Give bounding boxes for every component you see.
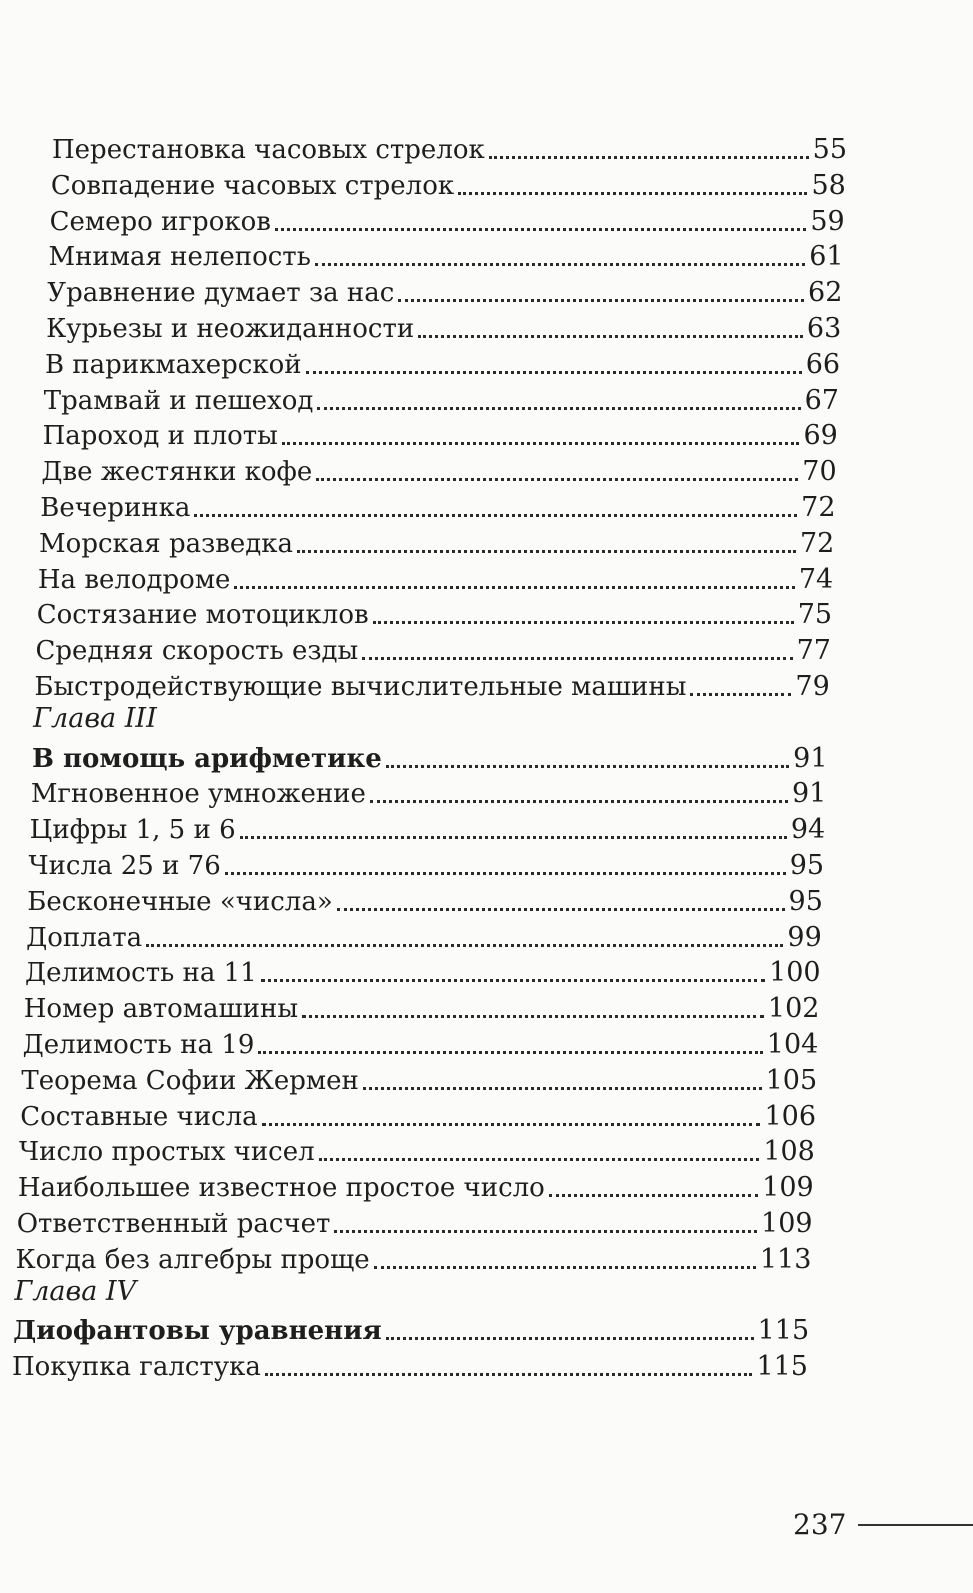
toc-entry <box>25 953 821 989</box>
toc-entry-page: 63 <box>806 313 842 344</box>
dot-leader <box>315 263 805 266</box>
dot-leader <box>334 1230 757 1233</box>
dot-leader <box>489 156 809 159</box>
toc-entry <box>20 1097 816 1133</box>
dot-leader <box>363 1087 762 1090</box>
dot-leader <box>370 800 788 803</box>
toc-entry <box>45 345 840 381</box>
toc-entry <box>12 1347 808 1383</box>
toc-entry-title: Ответственный расчет <box>16 1209 331 1239</box>
toc-entry-page: 69 <box>803 420 838 452</box>
toc-entry <box>39 524 834 560</box>
toc-entry-title: Мгновенное умножение <box>30 779 366 810</box>
toc-entry <box>52 130 847 166</box>
toc-entry-page: 67 <box>804 384 839 416</box>
page-number: 237 <box>793 1508 847 1541</box>
toc-entry <box>47 273 842 309</box>
dot-leader <box>258 1051 762 1054</box>
dot-leader <box>297 550 796 553</box>
toc-entry-title: На велодроме <box>37 564 231 595</box>
toc-entry <box>50 202 845 238</box>
dot-leader <box>690 693 791 696</box>
toc-entry-page: 100 <box>769 957 821 989</box>
toc-entry <box>24 989 820 1025</box>
toc-entry <box>43 416 838 452</box>
toc-entry-page: 61 <box>809 241 844 273</box>
toc-entry <box>36 631 831 667</box>
toc-entry-page: 99 <box>787 921 822 953</box>
toc-entry <box>48 237 843 273</box>
toc-entry-page: 74 <box>798 563 834 595</box>
toc-entry-page: 113 <box>759 1243 812 1275</box>
toc-entry-title: Вечеринка <box>40 493 191 523</box>
toc-entry <box>26 918 822 954</box>
toc-entry-title: Когда без алгебры проще <box>15 1244 370 1275</box>
toc-entry <box>28 846 824 882</box>
toc-entry-page: 105 <box>765 1064 818 1096</box>
toc-section-entry <box>13 1311 809 1347</box>
toc-entry <box>18 1168 814 1204</box>
toc-entry-title: Состязание мотоциклов <box>36 600 369 631</box>
toc-entry <box>23 1025 819 1061</box>
dot-leader <box>316 478 798 481</box>
dot-leader <box>386 765 789 768</box>
toc-entry-page: 55 <box>812 134 847 165</box>
toc-entry-title: Пароход и плоты <box>42 421 278 452</box>
toc-entry-page: 59 <box>810 205 845 237</box>
toc-entry <box>19 1132 815 1168</box>
toc-entry-title: Бесконечные «числа» <box>27 886 333 917</box>
toc-entry-title: Трамвай и пешеход <box>43 385 314 416</box>
toc-entry <box>17 1204 813 1240</box>
toc-entry-page: 109 <box>761 1208 813 1239</box>
toc-entry-page: 108 <box>763 1136 815 1168</box>
toc-entry-title: Семеро игроков <box>49 206 271 237</box>
toc-entry <box>27 882 823 918</box>
dot-leader <box>146 944 783 947</box>
toc-entry-page: 94 <box>790 814 826 846</box>
toc-entry-page: 77 <box>796 635 831 667</box>
chapter-heading: Глава III <box>33 702 157 734</box>
toc-entry-page: 75 <box>797 599 833 631</box>
dot-leader <box>374 1266 756 1269</box>
dot-leader <box>319 1158 760 1161</box>
toc-entry-title: Цифры 1, 5 и 6 <box>29 815 236 846</box>
dot-leader <box>337 908 785 911</box>
toc-entry-page: 79 <box>795 671 830 702</box>
dot-leader <box>306 371 802 374</box>
dot-leader <box>262 1123 761 1126</box>
dot-leader <box>261 979 765 982</box>
dot-leader <box>317 407 800 410</box>
toc-entry-page: 95 <box>788 885 823 917</box>
dot-leader <box>386 1337 754 1340</box>
dot-leader <box>458 192 807 195</box>
toc-entry-page: 91 <box>791 778 827 810</box>
toc-entry-title: Теорема Софии Жермен <box>21 1065 359 1096</box>
toc-entry-title: Две жестянки кофе <box>41 457 313 488</box>
toc-entry-title: Мнимая нелепость <box>48 242 311 273</box>
dot-leader <box>282 442 800 445</box>
dot-leader <box>362 657 792 660</box>
chapter-heading: Глава IV <box>14 1275 137 1307</box>
toc-entry-title: Перестановка часовых стрелок <box>52 135 485 165</box>
toc-entry-title: Быстродействующие вычислительные машины <box>34 672 687 702</box>
toc-entry <box>46 309 841 345</box>
page-footer <box>793 1508 973 1541</box>
toc-entry <box>31 774 827 810</box>
toc-entry-page: 72 <box>801 492 836 523</box>
toc-entry <box>41 452 836 488</box>
toc-entry-title: Наибольшее известное простое число <box>17 1173 545 1204</box>
dot-leader <box>234 586 794 589</box>
toc-entry-title: В парикмахерской <box>44 349 302 380</box>
toc-entry-page: 104 <box>766 1029 819 1060</box>
toc-entry-page: 70 <box>802 456 837 488</box>
toc-entry <box>37 595 832 631</box>
dot-leader <box>549 1194 758 1197</box>
toc-entry <box>40 488 835 524</box>
toc-entry <box>51 166 846 202</box>
toc-entry-title: Числа 25 и 76 <box>28 851 221 881</box>
dot-leader <box>225 872 786 875</box>
toc-entry-page: 62 <box>808 277 843 309</box>
toc-entry-title: Средняя скорость езды <box>35 636 359 667</box>
dot-leader <box>302 1015 764 1018</box>
toc-entry-title: Доплата <box>26 922 143 953</box>
toc-entry-title: Составные числа <box>20 1101 258 1132</box>
toc-entry-title: Делимость на 11 <box>24 958 257 989</box>
toc-entry-title: Совпадение часовых стрелок <box>50 170 455 201</box>
toc-entry <box>38 560 833 596</box>
toc-entry-page: 66 <box>805 348 841 380</box>
toc-entry-page: 109 <box>762 1172 814 1204</box>
toc-entry-page: 72 <box>800 527 835 559</box>
dot-leader <box>373 621 794 624</box>
dot-leader <box>418 335 803 338</box>
toc-entry-title: Курьезы и неожиданности <box>46 314 415 344</box>
toc-entry-title: Покупка галстука <box>12 1352 261 1383</box>
toc-entry-title: Число простых чисел <box>19 1137 315 1168</box>
toc-entry <box>30 810 826 846</box>
toc-entry-title: Диофантовы уравнения <box>13 1316 382 1347</box>
footer-rule <box>858 1524 973 1526</box>
dot-leader <box>275 228 806 231</box>
toc-entry <box>21 1061 817 1097</box>
toc-entry-page: 115 <box>757 1315 810 1347</box>
toc-section-entry <box>32 739 828 775</box>
toc-entry-title: Делимость на 19 <box>22 1030 255 1060</box>
toc-entry-page: 91 <box>793 742 828 774</box>
toc-entry <box>44 381 839 417</box>
toc-entry <box>16 1240 812 1276</box>
toc-entry-title: Морская разведка <box>39 528 294 559</box>
toc-entry-page: 106 <box>764 1100 817 1132</box>
toc-entry-page: 102 <box>767 993 820 1025</box>
dot-leader <box>265 1373 753 1376</box>
dot-leader <box>194 514 797 517</box>
toc-entry-title: Уравнение думает за нас <box>47 278 395 309</box>
toc-entry-title: Номер автомашины <box>23 994 299 1025</box>
toc-entry <box>34 667 829 703</box>
toc-entry-page: 95 <box>789 850 825 881</box>
toc-entry-page: 58 <box>811 169 846 201</box>
dot-leader <box>398 299 804 302</box>
dot-leader <box>240 836 787 839</box>
toc-entry-page: 115 <box>756 1351 808 1383</box>
toc-entry-title: В помощь арифметике <box>32 743 382 774</box>
